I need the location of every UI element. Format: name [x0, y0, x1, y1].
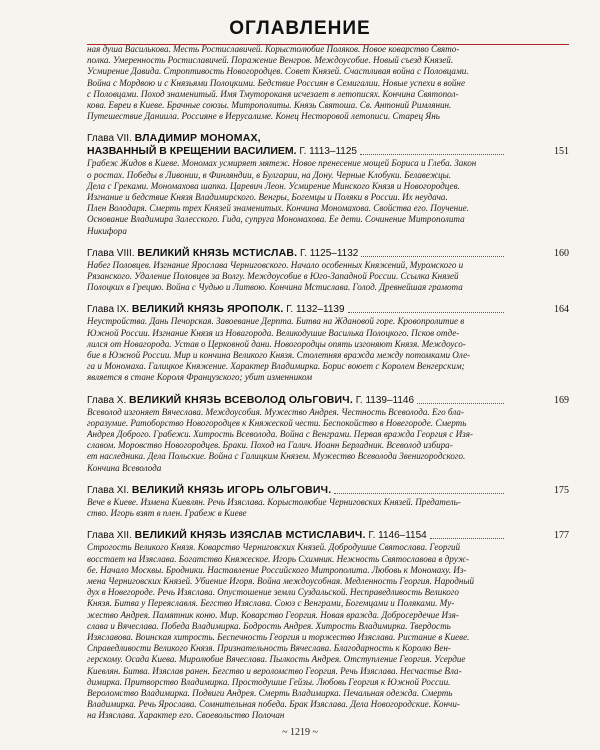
chapter-page-number: 151 — [554, 146, 569, 158]
summary-line: славом. Моровство Новогородцев. Браки. Поход на Галич. Иоанн Берладник. Всеволод избира- — [87, 440, 453, 451]
summary-line: бе. Начало Москвы. Бродники. Наставление Российского Митрополита. Любовь к Мономаху. Из- — [87, 564, 467, 575]
summary-line: Изяславова. Воинская хитрость. Беспечность Георгия и торжество Изяслава. Ристание в Киеве. — [87, 631, 470, 642]
intro-line: кова. Евреи в Киеве. Брачные союзы. Митрополиты. Князь Святоша. Св. Антоний Римлянин. — [87, 100, 452, 111]
chapter-summary — [87, 316, 507, 383]
chapter-heading-text — [87, 484, 331, 497]
chapter-title: ВЛАДИМИР МОНОМАХ, — [134, 132, 261, 145]
page-title: ОГЛАВЛЕНИЕ — [229, 18, 371, 39]
toc-entry[interactable] — [87, 246, 569, 294]
summary-line: га и Мономаха. Галицкое Княжение. Характер Владимирка. Борис воюет с Королем Венгерским; — [87, 361, 465, 372]
summary-line: Изгнание и бедствие Князя Владимирского. Венгры, Богемцы и Поляки в России. Их неудача. — [87, 192, 448, 203]
header — [0, 10, 600, 44]
chapter-page-number: 177 — [554, 530, 569, 542]
summary-line: Князя. Битва у Переяславля. Бегство Изяслава. Союз с Венграми, Богемцами и Поляками. Му- — [87, 598, 455, 609]
summary-line: димирка. Притворство Владимирка. Простодушие Гейзы. Любовь Георгия к Южной России. — [87, 676, 451, 687]
chapter-number: Глава X. — [87, 394, 127, 406]
summary-line: Вече в Киеве. Измена Киевлян. Речь Изяслава. Корыстолюбие Черниговских Князей. Предатель- — [87, 496, 461, 507]
summary-line: Набег Половцев. Изгнание Ярослава Черниговского. Начало особенных Княжений, Муромского и — [87, 259, 464, 270]
leader-dots — [417, 403, 504, 404]
chapter-heading — [87, 246, 569, 260]
summary-line: ет наследника. Дела Польские. Война с Галицким Князем. Мужество Всеволода Звенигородского. — [87, 451, 466, 462]
intro-line: Путешествие Даниила. Россияне в Иерусалиме. Конец Несторовой летописи. Старец Янь — [87, 111, 440, 122]
chapter-heading-text — [87, 303, 345, 316]
summary-line: Плен Володаря. Смерть трех Князей знаменитых. Кончина Мономахова. Свойства его. Поучение. — [87, 203, 469, 214]
toc-entry[interactable] — [87, 483, 569, 519]
summary-line: Рязанского. Удаление Половцев за Волгу. Междоусобие в Юго-Западной России. Ссылка Князей — [87, 271, 459, 282]
chapter-number: Глава VII. — [87, 133, 132, 145]
summary-line: лился от Новагорода. Устав о Церковной дани. Новогородцы опять изгоняют Князя. Междоусо- — [87, 338, 466, 349]
chapter-heading — [87, 529, 569, 542]
chapter-heading — [87, 393, 569, 407]
leader-dots — [334, 493, 504, 494]
leader-dots — [430, 538, 504, 539]
chapter-heading-text — [87, 247, 358, 260]
intro-line: с Половцами. Поход знаменитый. Имя Тмутороканя исчезает в летописях. Кончина Святопол- — [87, 88, 459, 99]
chapter-page-number: 160 — [554, 247, 569, 259]
chapter-summary — [87, 497, 507, 519]
summary-line: жество Андрея. Памятник коню. Мир. Коварство Георгия. Новая вражда. Добросердечие Изя- — [87, 609, 459, 620]
chapter-summary — [87, 260, 507, 294]
chapter-heading — [87, 483, 569, 497]
summary-line: бие в Южной России. Мир и кончина Великого Князя. Столетняя вражда между потомками Оле- — [87, 350, 471, 361]
summary-line: является в стане Короля Французского; убит изменником — [87, 372, 313, 383]
summary-line: на Изяслава. Характер его. Своевольство Полочан — [87, 710, 285, 721]
chapter-years: Г. 1113–1125 — [299, 146, 357, 158]
chapter-page-number: 164 — [554, 304, 569, 316]
summary-line: восстает на Изяслава. Богатство Княжеское. Игорь Схимник. Нежность Святославова в друж- — [87, 553, 470, 564]
summary-line: Полоцких в Грецию. Война с Чудью и Литвою. Кончина Мстислава. Голод. Древнейшая грамота — [87, 282, 463, 293]
intro-line: Война с Мордвою и с Князьями Полоцкими. Бедствие Россиян в Семигалии. Новые успехи в войне — [87, 77, 465, 88]
chapter-summary — [87, 542, 507, 721]
page-number: ~ 1219 ~ — [282, 727, 318, 738]
summary-line: мена Черниговских Князей. Убиение Игоря. Война междоусобная. Медленность Георгия. Народный — [87, 575, 475, 586]
toc-entry[interactable] — [87, 303, 569, 383]
summary-line: Кончина Всеволода — [87, 462, 162, 473]
chapter-number: Глава IX. — [87, 304, 130, 316]
chapter-title: ВЕЛИКИЙ КНЯЗЬ ИГОРЬ ОЛЬГОВИЧ. — [131, 483, 332, 496]
chapter-title: ВЕЛИКИЙ КНЯЗЬ ЯРОПОЛК. — [131, 303, 284, 316]
toc-entry[interactable] — [87, 529, 569, 721]
chapter-summary — [87, 158, 507, 236]
chapter-title: ВЕЛИКИЙ КНЯЗЬ ВСЕВОЛОД ОЛЬГОВИЧ. — [129, 393, 353, 406]
toc-entry[interactable] — [87, 132, 569, 236]
summary-line: Южной России. Изгнание Князя из Новагорода. Великодушие Василька Полоцкого. Псков отде- — [87, 327, 460, 338]
leader-dots — [348, 312, 504, 313]
chapter-number: Глава XII. — [87, 530, 132, 542]
chapter-heading — [87, 132, 507, 145]
summary-line: Дела с Греками. Мономахова шапка. Царевич Леон. Усмирение Минского Князя и Новогородцев. — [87, 180, 460, 191]
intro-line: ная душа Васильковa. Месть Ростиславичей. Корыстолюбие Поляков. Новое коварство Свято- — [87, 44, 460, 54]
chapter-heading-text — [87, 132, 261, 145]
chapter-title-continued: НАЗВАННЫЙ В КРЕЩЕНИИ ВАСИЛИЕМ. — [87, 145, 297, 158]
toc-content — [87, 44, 569, 722]
summary-line: Основание Владимира Залесского. Гида, супруга Мономахова. Ее дети. Сочинение Митрополита — [87, 214, 465, 225]
intro-line: Усмирение Давида. Строптивость Новогородцев. Совет Князей. Счастливая война с Половцами. — [87, 66, 469, 77]
chapter-years: Г. 1125–1132 — [300, 247, 359, 259]
summary-line: дух в Новегороде. Речь Изяслава. Опустошение земли Суздальской. Несправедливость Великого — [87, 587, 459, 598]
chapter-years: Г. 1146–1154 — [368, 530, 427, 542]
chapter-title: ВЕЛИКИЙ КНЯЗЬ ИЗЯСЛАВ МСТИСЛАВИЧ. — [134, 529, 366, 542]
toc-entry[interactable] — [87, 393, 569, 474]
intro-line: полка. Умеренность Ростиславичей. Поражение Венгров. Междоусобие. Новый съезд Князей. — [87, 55, 454, 66]
chapter-heading-text — [87, 394, 414, 407]
leader-dots — [361, 256, 504, 257]
leader-dots — [360, 154, 504, 155]
summary-line: Неустройства. Дань Печорская. Завоевание Дерпта. Битва на Ждановой горе. Кровопролитие в — [87, 316, 465, 327]
summary-line: Никифора — [87, 225, 127, 236]
chapter-years: Г. 1139–1146 — [355, 394, 415, 406]
summary-line: Справедливости Великого Князя. Признательность Вячеслава. Благодарность к Королю Вен- — [87, 643, 451, 654]
chapter-summary — [87, 407, 507, 474]
chapter-years: Г. 1132–1139 — [286, 304, 345, 316]
summary-line: слава и Вячеслава. Победа Владимирка. Бодрость Андрея. Хитрость Владимирка. Твердость — [87, 620, 451, 631]
summary-line: Всеволод изгоняет Вячеслава. Междоусобия. Мужество Андрея. Честность Всеволода. Его бла- — [87, 406, 464, 417]
summary-line: Вероломство Владимирка. Подвиги Андрея. Смерть Владимирка. Печальная одежда. Смерть — [87, 687, 453, 698]
summary-line: Владимирка. Речь Ярослава. Сомнительная победа. Брак Изяслава. Дела Новогородские. Кончи- — [87, 699, 460, 710]
intro-paragraph — [87, 44, 507, 122]
summary-line: Строгость Великого Князя. Коварство Черниговских Князей. Добродушие Святослава. Георгий — [87, 542, 461, 553]
chapter-heading-text — [87, 529, 427, 542]
summary-line: Киевлян. Битва. Изяслав ранен. Бегство и вероломство Георгия. Речь Изяслава. Несчастье Вла- — [87, 665, 462, 676]
chapter-number: Глава VIII. — [87, 247, 135, 259]
chapter-title: ВЕЛИКИЙ КНЯЗЬ МСТИСЛАВ. — [137, 246, 298, 259]
summary-line: герскому. Осада Киева. Миролюбие Вячеслава. Пылкость Андрея. Отступление Георгия. Усердие — [87, 654, 466, 665]
summary-line: Грабеж Жидов в Киеве. Мономах усмиряет мятеж. Новое пренесение мощей Бориса и Глеба. Закон — [87, 158, 477, 169]
chapter-page-number: 175 — [554, 484, 569, 496]
chapter-heading-line-2 — [87, 145, 569, 158]
chapter-heading — [87, 303, 569, 316]
summary-line: горазумие. Ратоборство Новогородцев к Княжеской чести. Беспокойство в Новегороде. Смерть — [87, 417, 467, 428]
chapter-page-number: 169 — [554, 394, 569, 406]
chapter-number: Глава XI. — [87, 484, 130, 496]
summary-line: ство. Игорь взят в плен. Грабеж в Киеве — [87, 508, 247, 519]
summary-line: о ростах. Победы в Ливонии, в Финляндии, в Булгарии, на Дону. Черные Клобуки. Белавежцы. — [87, 169, 452, 180]
chapter-heading-text — [87, 145, 357, 158]
summary-line: Андрея Доброго. Грабежи. Хитрость Всеволода. Война с Венграми. Первая вражда Георгия с Изя- — [87, 429, 473, 440]
